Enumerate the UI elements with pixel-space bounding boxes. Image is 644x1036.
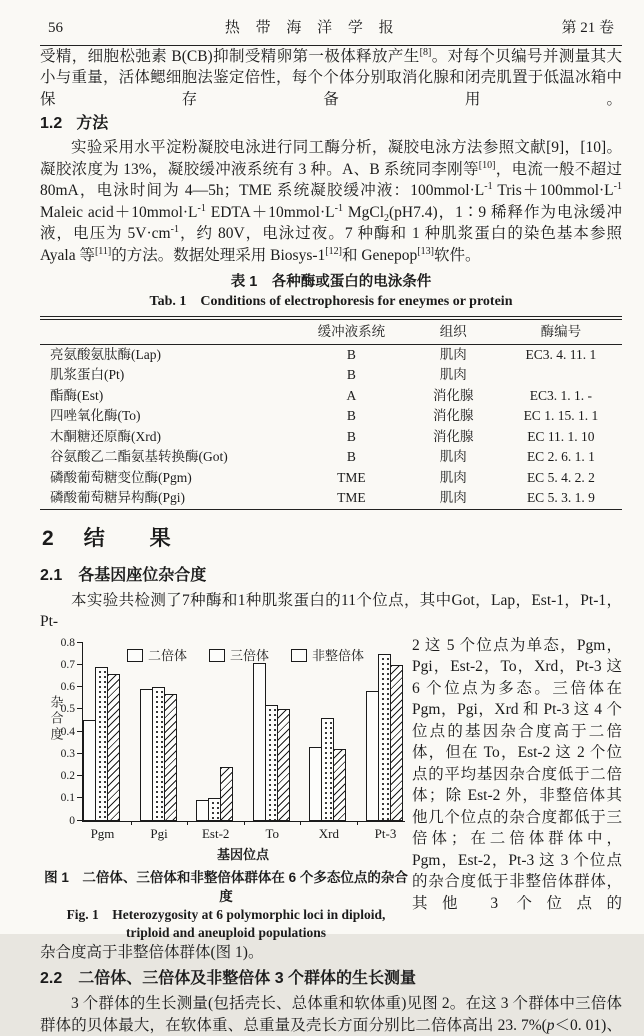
y-axis-tick-label: 0.7 [60,658,75,671]
x-category-label: Pt-3 [374,825,397,841]
y-axis-tick [77,664,83,665]
section-2-1-heading [40,564,622,587]
cell-enzyme: 四唑氧化酶(To) [50,408,141,423]
cell-tissue: 消化腺 [432,428,474,444]
intro-paragraph: 受精，细胞松弛素 B(CB)抑制受精卵第一极体释放产生[8]。对每个贝编号并测量其大小与重量，活体鳃细胞法鉴定倍性，每个个体分别取消化腺和闭壳肌置于低温冰箱中保存备用。 [40,46,622,108]
journal-title: 热 带 海 洋 学 报 [224,20,400,36]
section-2-heading [42,526,622,552]
page-number: 56 [48,20,63,36]
y-axis-tick-label: 0.4 [60,725,75,738]
x-category-label: Xrd [318,825,339,841]
y-axis-tick-label: 0.3 [60,747,75,760]
y-axis-tick-label: 0.8 [60,636,75,649]
section-1-2-title: 方法 [76,115,109,132]
figure1 [40,635,412,942]
figure1-caption-en-line1: Fig. 1 Heterozygosity at 6 polymorphic loci in diploid, [66,906,386,922]
y-axis-tick [77,642,83,643]
table1 [40,316,622,510]
section-2-1-title: 各基因座位杂合度 [78,566,207,584]
figure1-caption-zh: 图 1 二倍体、三倍体和非整倍体群体在 6 个多态位点的杂合度 [44,869,408,904]
cell-tissue: 消化腺 [432,387,474,403]
section-2-number: 2 [42,526,54,550]
section-2-2-number: 2.2 [40,970,63,987]
table1-title-zh: 表 1 各种酶或蛋白的电泳条件 [230,274,432,290]
table-row [40,447,622,468]
section-2-title: 结 果 [83,526,183,550]
cell-tissue: 肌肉 [439,449,467,464]
y-axis-tick-label: 0.5 [60,703,75,716]
results-lead-line: 本实验共检测了7种酶和1种肌浆蛋白的11个位点，其中Got，Lap，Est-1，Pt-1，Pt- [40,591,622,630]
table1-header-enzyme [40,320,296,345]
x-category-label: To [265,825,280,841]
x-category-label: Est-2 [201,825,230,841]
table1-title-en: Tab. 1 Conditions of electrophoresis for eneymes or protein [149,294,513,309]
table1-header-buffer: 缓冲液系统 [296,320,407,345]
table-row [40,386,622,407]
x-category-label: Pgm [90,825,115,841]
cell-tissue: 肌肉 [439,346,467,362]
cell-ec: EC 11. 1. 10 [527,428,595,444]
cell-ec [500,365,622,386]
y-axis-tick [77,686,83,687]
table-row [40,344,622,365]
cell-ec: EC3. 1. 1. - [529,387,592,403]
legend-label-triploid: 三倍体 [230,647,270,663]
table1-grid [40,319,622,510]
cell-enzyme: 磷酸葡萄糖异构酶(Pgi) [50,490,185,505]
table1-header-tissue: 组织 [407,320,500,345]
table-row [40,427,622,448]
cell-ec: EC3. 4. 11. 1 [525,346,597,362]
x-category-label: Pgi [150,825,168,841]
x-axis-tick [357,821,358,825]
cell-buffer: B [346,367,356,382]
bar-Pgi-hatch [164,694,177,821]
bar-Pgm-hatch [107,674,120,821]
cell-ec: EC 2. 6. 1. 1 [526,449,595,464]
table-row [40,488,622,509]
cell-enzyme: 木酮糖还原酶(Xrd) [50,428,161,444]
legend-label-diploid: 二倍体 [148,647,188,663]
cell-enzyme: 磷酸葡萄糖变位酶(Pgm) [50,469,192,485]
section-2-2-heading [40,967,622,990]
x-axis-tick [187,821,188,825]
cell-buffer: TME [337,469,366,485]
y-axis-tick-label: 0.2 [60,770,75,782]
table-row [40,406,622,427]
cell-tissue: 消化腺 [432,408,474,423]
running-header [40,18,622,46]
results-tail-line: 杂合度高于非整倍体群体(图 1)。 [40,943,264,961]
figure1-x-axis-label: 基因位点 [216,846,269,862]
x-axis-tick [300,821,301,825]
legend-item-triploid [209,645,269,667]
table1-header-row [40,320,622,345]
legend-item-diploid [127,645,187,667]
cell-buffer: B [346,346,356,362]
table-row [40,365,622,386]
cell-enzyme: 谷氨酸乙二酯氨基转换酶(Got) [50,449,228,464]
table-row [40,468,622,489]
x-axis-tick [244,821,245,825]
results-wrap-text: 2 这 5 个位点为单态，Pgm，Pgi，Est-2，To，Xrd，Pt-3 这 6 个位点为多态。三倍体在 Pgm，Pgi，Xrd 和 Pt-3 这 4 个位点的基因杂合度高于二倍体，但在 To，Est-2 这 2 个位点的平均基因杂合度低于二倍体；除 Est-2 外，非整倍体其他几个位点的杂合度都低于三倍体；在二倍体群体中，Pgm，Est-2，Pt-3 这 3 个位点的杂合度低于非整倍体群体，其他 3 个位点的 [412,636,622,912]
diploid-swatch-icon [127,649,143,662]
table1-header-ec: 酶编号 [500,320,622,345]
volume-label: 第 21 卷 [561,20,614,36]
cell-enzyme: 亮氨酸氨肽酶(Lap) [50,346,161,362]
cell-buffer: B [346,408,356,423]
legend-item-aneuploid [291,645,364,667]
bar-To-hatch [277,709,290,820]
figure1-chart [40,636,412,863]
growth-paragraph: 3 个群体的生长测量(包括壳长、总体重和软体重)见图 2。在这 3 个群体中三倍体群体的贝体最大，在软体重、总重量及壳长方面分别比二倍体高出 23. 7%(p＜0. 01)、 [40,995,622,1034]
cell-ec: EC 5. 4. 2. 2 [526,469,595,485]
section-1-2-number: 1.2 [40,115,63,132]
cell-ec: EC 5. 3. 1. 9 [526,490,595,505]
y-axis-tick-label: 0 [69,814,75,827]
cell-enzyme: 酯酶(Est) [50,387,104,403]
legend-label-aneuploid: 非整倍体 [312,647,365,663]
figure1-plot [60,636,405,841]
bar-Pt-3-hatch [390,665,403,821]
section-1-2-heading [40,113,622,135]
x-axis-tick [131,821,132,825]
figure1-y-axis-label: 杂合度 [48,694,64,743]
section-2-2-title: 二倍体、三倍体及非整倍体 3 个群体的生长测量 [78,970,417,987]
cell-tissue: 肌肉 [439,490,467,505]
figure1-legend [127,645,364,667]
bar-Xrd-hatch [333,749,346,820]
cell-buffer: B [346,428,356,444]
cell-tissue: 肌肉 [439,367,467,382]
cell-tissue: 肌肉 [439,469,467,485]
y-axis-tick-label: 0.1 [60,792,75,805]
cell-enzyme: 肌浆蛋白(Pt) [50,367,125,382]
bar-Est-2-hatch [220,767,233,820]
y-axis-tick [77,708,83,709]
y-axis-tick-label: 0.6 [60,681,75,693]
cell-buffer: TME [337,490,366,505]
figure1-caption-en-line2: triploid and aneuploid populations [126,924,326,940]
cell-buffer: B [346,449,356,464]
triploid-swatch-icon [209,649,225,662]
methods-paragraph: 实验采用水平淀粉凝胶电泳进行同工酶分析，凝胶电泳方法参照文献[9]，[10]。凝胶浓度为 13%，凝胶缓冲液系统有 3 种。A、B 系统同李刚等[10]，电流一般不超过 80mA，电泳时间为 4—5h；TME 系统凝胶缓冲液：$100mmol\cdot L^{-1}$ $Tris+100mmol\cdot L^{-1}$ Maleic $acid+10mmol\cdot L^{-1}$ $EDTA+10mmol\cdot L^{-1}$ MgCl$_2$(pH7.4)，1∶9 稀释作为电泳缓冲液，电压为 $5V\cdot cm^{-1}$，约 80V，电泳过夜。7 种酶和 1 种肌浆蛋白的染色基本参照 Ayala 等[11]的方法。数据处理采用 Biosys-1[12]和 Genepop[13]软件。 [40,139,622,264]
aneuploid-swatch-icon [291,649,307,662]
cell-buffer: A [346,387,357,403]
cell-ec: EC 1. 15. 1. 1 [523,408,599,423]
figure1-row [40,635,622,942]
section-2-1-number: 2.1 [40,566,63,584]
